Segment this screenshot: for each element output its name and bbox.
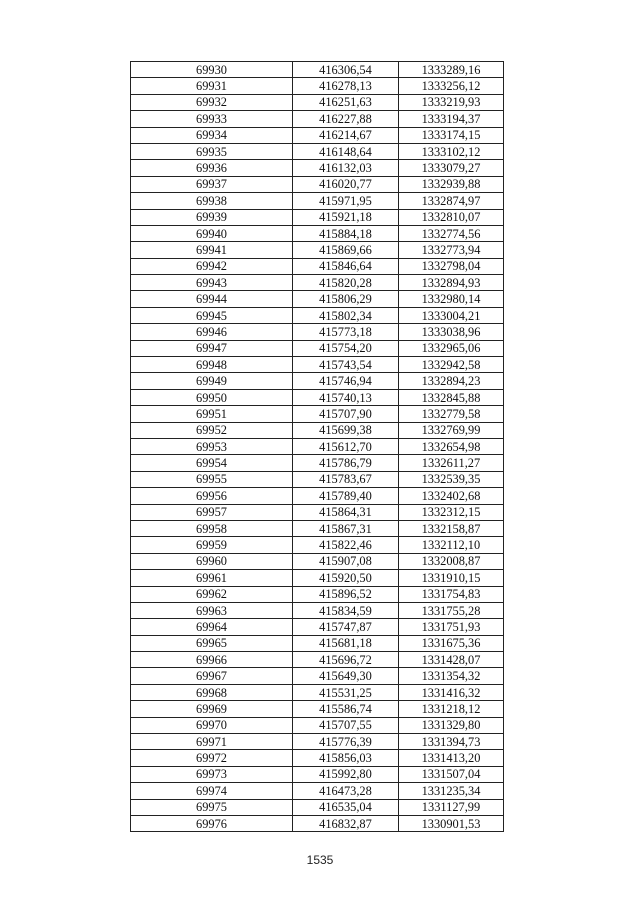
table-row [131,815,504,831]
x-coordinate-cell: 416278,13 [293,78,399,94]
y-coordinate-cell: 1332874,97 [399,193,504,209]
point-number-cell: 69955 [131,471,293,487]
y-coordinate-cell: 1331755,28 [399,602,504,618]
table-row [131,586,504,602]
y-coordinate-cell: 1333038,96 [399,324,504,340]
x-coordinate-cell: 415773,18 [293,324,399,340]
y-coordinate-cell: 1331754,83 [399,586,504,602]
x-coordinate-cell: 415884,18 [293,225,399,241]
y-coordinate-cell: 1333256,12 [399,78,504,94]
table-row [131,734,504,750]
y-coordinate-cell: 1332158,87 [399,520,504,536]
x-coordinate-cell: 415531,25 [293,684,399,700]
y-coordinate-cell: 1332654,98 [399,438,504,454]
x-coordinate-cell: 416306,54 [293,62,399,78]
x-coordinate-cell: 415867,31 [293,520,399,536]
table-row [131,488,504,504]
point-number-cell: 69944 [131,291,293,307]
y-coordinate-cell: 1331751,93 [399,619,504,635]
point-number-cell: 69963 [131,602,293,618]
table-row [131,225,504,241]
x-coordinate-cell: 415896,52 [293,586,399,602]
table-row [131,471,504,487]
point-number-cell: 69941 [131,242,293,258]
y-coordinate-cell: 1332894,93 [399,275,504,291]
x-coordinate-cell: 415649,30 [293,668,399,684]
table-row [131,438,504,454]
table-row [131,357,504,373]
point-number-cell: 69950 [131,389,293,405]
y-coordinate-cell: 1331218,12 [399,701,504,717]
point-number-cell: 69953 [131,438,293,454]
table-row [131,553,504,569]
table-row [131,143,504,159]
table-row [131,307,504,323]
y-coordinate-cell: 1331235,34 [399,783,504,799]
x-coordinate-cell: 416020,77 [293,176,399,192]
table-row [131,176,504,192]
y-coordinate-cell: 1332779,58 [399,406,504,422]
table-row [131,291,504,307]
table-row [131,78,504,94]
point-number-cell: 69942 [131,258,293,274]
point-number-cell: 69938 [131,193,293,209]
point-number-cell: 69960 [131,553,293,569]
point-number-cell: 69966 [131,652,293,668]
y-coordinate-cell: 1332773,94 [399,242,504,258]
point-number-cell: 69946 [131,324,293,340]
y-coordinate-cell: 1332942,58 [399,357,504,373]
point-number-cell: 69951 [131,406,293,422]
x-coordinate-cell: 415754,20 [293,340,399,356]
y-coordinate-cell: 1331416,32 [399,684,504,700]
x-coordinate-cell: 415846,64 [293,258,399,274]
y-coordinate-cell: 1333079,27 [399,160,504,176]
table-row [131,504,504,520]
x-coordinate-cell: 415707,55 [293,717,399,733]
table-row [131,422,504,438]
point-number-cell: 69932 [131,94,293,110]
point-number-cell: 69954 [131,455,293,471]
table-row [131,258,504,274]
point-number-cell: 69934 [131,127,293,143]
y-coordinate-cell: 1332312,15 [399,504,504,520]
table-row [131,766,504,782]
x-coordinate-cell: 416148,64 [293,143,399,159]
y-coordinate-cell: 1332008,87 [399,553,504,569]
x-coordinate-cell: 415789,40 [293,488,399,504]
y-coordinate-cell: 1331910,15 [399,570,504,586]
x-coordinate-cell: 415740,13 [293,389,399,405]
y-coordinate-cell: 1332810,07 [399,209,504,225]
y-coordinate-cell: 1332774,56 [399,225,504,241]
x-coordinate-cell: 415743,54 [293,357,399,373]
table-row [131,94,504,110]
x-coordinate-cell: 415992,80 [293,766,399,782]
x-coordinate-cell: 415920,50 [293,570,399,586]
x-coordinate-cell: 416832,87 [293,815,399,831]
table-row [131,799,504,815]
y-coordinate-cell: 1332939,88 [399,176,504,192]
table-row [131,684,504,700]
table-row [131,750,504,766]
table-row [131,209,504,225]
x-coordinate-cell: 415786,79 [293,455,399,471]
x-coordinate-cell: 415802,34 [293,307,399,323]
point-number-cell: 69971 [131,734,293,750]
y-coordinate-cell: 1331675,36 [399,635,504,651]
table-row [131,520,504,536]
x-coordinate-cell: 415822,46 [293,537,399,553]
point-number-cell: 69961 [131,570,293,586]
table-row [131,275,504,291]
x-coordinate-cell: 415820,28 [293,275,399,291]
table-row [131,619,504,635]
point-number-cell: 69975 [131,799,293,815]
point-number-cell: 69939 [131,209,293,225]
point-number-cell: 69976 [131,815,293,831]
y-coordinate-cell: 1332798,04 [399,258,504,274]
point-number-cell: 69956 [131,488,293,504]
y-coordinate-cell: 1332845,88 [399,389,504,405]
point-number-cell: 69936 [131,160,293,176]
page-number: 1535 [306,853,334,867]
table-row [131,537,504,553]
y-coordinate-cell: 1331354,32 [399,668,504,684]
point-number-cell: 69959 [131,537,293,553]
point-number-cell: 69974 [131,783,293,799]
y-coordinate-cell: 1333102,12 [399,143,504,159]
x-coordinate-cell: 416251,63 [293,94,399,110]
x-coordinate-cell: 415864,31 [293,504,399,520]
point-number-cell: 69964 [131,619,293,635]
y-coordinate-cell: 1331127,99 [399,799,504,815]
point-number-cell: 69949 [131,373,293,389]
x-coordinate-cell: 415856,03 [293,750,399,766]
y-coordinate-cell: 1331413,20 [399,750,504,766]
point-number-cell: 69965 [131,635,293,651]
table-row [131,717,504,733]
y-coordinate-cell: 1333194,37 [399,111,504,127]
point-number-cell: 69935 [131,143,293,159]
y-coordinate-cell: 1333289,16 [399,62,504,78]
x-coordinate-cell: 415681,18 [293,635,399,651]
table-row [131,701,504,717]
table-row [131,783,504,799]
x-coordinate-cell: 415776,39 [293,734,399,750]
point-number-cell: 69972 [131,750,293,766]
table-row [131,373,504,389]
table-row [131,340,504,356]
table-row [131,127,504,143]
y-coordinate-cell: 1332980,14 [399,291,504,307]
x-coordinate-cell: 415746,94 [293,373,399,389]
coordinates-table-body [131,62,504,832]
point-number-cell: 69968 [131,684,293,700]
x-coordinate-cell: 415707,90 [293,406,399,422]
table-row [131,389,504,405]
y-coordinate-cell: 1332402,68 [399,488,504,504]
point-number-cell: 69967 [131,668,293,684]
x-coordinate-cell: 415696,72 [293,652,399,668]
y-coordinate-cell: 1332539,35 [399,471,504,487]
y-coordinate-cell: 1332611,27 [399,455,504,471]
table-row [131,242,504,258]
table-row [131,111,504,127]
point-number-cell: 69947 [131,340,293,356]
x-coordinate-cell: 415699,38 [293,422,399,438]
point-number-cell: 69940 [131,225,293,241]
point-number-cell: 69952 [131,422,293,438]
y-coordinate-cell: 1333004,21 [399,307,504,323]
point-number-cell: 69937 [131,176,293,192]
x-coordinate-cell: 415806,29 [293,291,399,307]
point-number-cell: 69931 [131,78,293,94]
table-row [131,406,504,422]
table-row [131,668,504,684]
table-row [131,193,504,209]
x-coordinate-cell: 415834,59 [293,602,399,618]
point-number-cell: 69962 [131,586,293,602]
y-coordinate-cell: 1331329,80 [399,717,504,733]
y-coordinate-cell: 1333174,15 [399,127,504,143]
table-row [131,635,504,651]
y-coordinate-cell: 1330901,53 [399,815,504,831]
point-number-cell: 69945 [131,307,293,323]
table-row [131,160,504,176]
point-number-cell: 69948 [131,357,293,373]
x-coordinate-cell: 416473,28 [293,783,399,799]
point-number-cell: 69957 [131,504,293,520]
x-coordinate-cell: 415783,67 [293,471,399,487]
y-coordinate-cell: 1332965,06 [399,340,504,356]
x-coordinate-cell: 415971,95 [293,193,399,209]
y-coordinate-cell: 1332894,23 [399,373,504,389]
x-coordinate-cell: 415612,70 [293,438,399,454]
x-coordinate-cell: 415586,74 [293,701,399,717]
point-number-cell: 69930 [131,62,293,78]
x-coordinate-cell: 415869,66 [293,242,399,258]
coordinates-table [130,61,504,832]
point-number-cell: 69969 [131,701,293,717]
y-coordinate-cell: 1331507,04 [399,766,504,782]
table-row [131,570,504,586]
x-coordinate-cell: 415921,18 [293,209,399,225]
x-coordinate-cell: 416535,04 [293,799,399,815]
table-row [131,652,504,668]
table-row [131,62,504,78]
table-row [131,324,504,340]
table-row [131,455,504,471]
y-coordinate-cell: 1332769,99 [399,422,504,438]
x-coordinate-cell: 415747,87 [293,619,399,635]
y-coordinate-cell: 1331394,73 [399,734,504,750]
y-coordinate-cell: 1333219,93 [399,94,504,110]
x-coordinate-cell: 415907,08 [293,553,399,569]
x-coordinate-cell: 416227,88 [293,111,399,127]
table-row [131,602,504,618]
y-coordinate-cell: 1331428,07 [399,652,504,668]
y-coordinate-cell: 1332112,10 [399,537,504,553]
point-number-cell: 69973 [131,766,293,782]
x-coordinate-cell: 416132,03 [293,160,399,176]
point-number-cell: 69933 [131,111,293,127]
point-number-cell: 69943 [131,275,293,291]
point-number-cell: 69958 [131,520,293,536]
point-number-cell: 69970 [131,717,293,733]
x-coordinate-cell: 416214,67 [293,127,399,143]
